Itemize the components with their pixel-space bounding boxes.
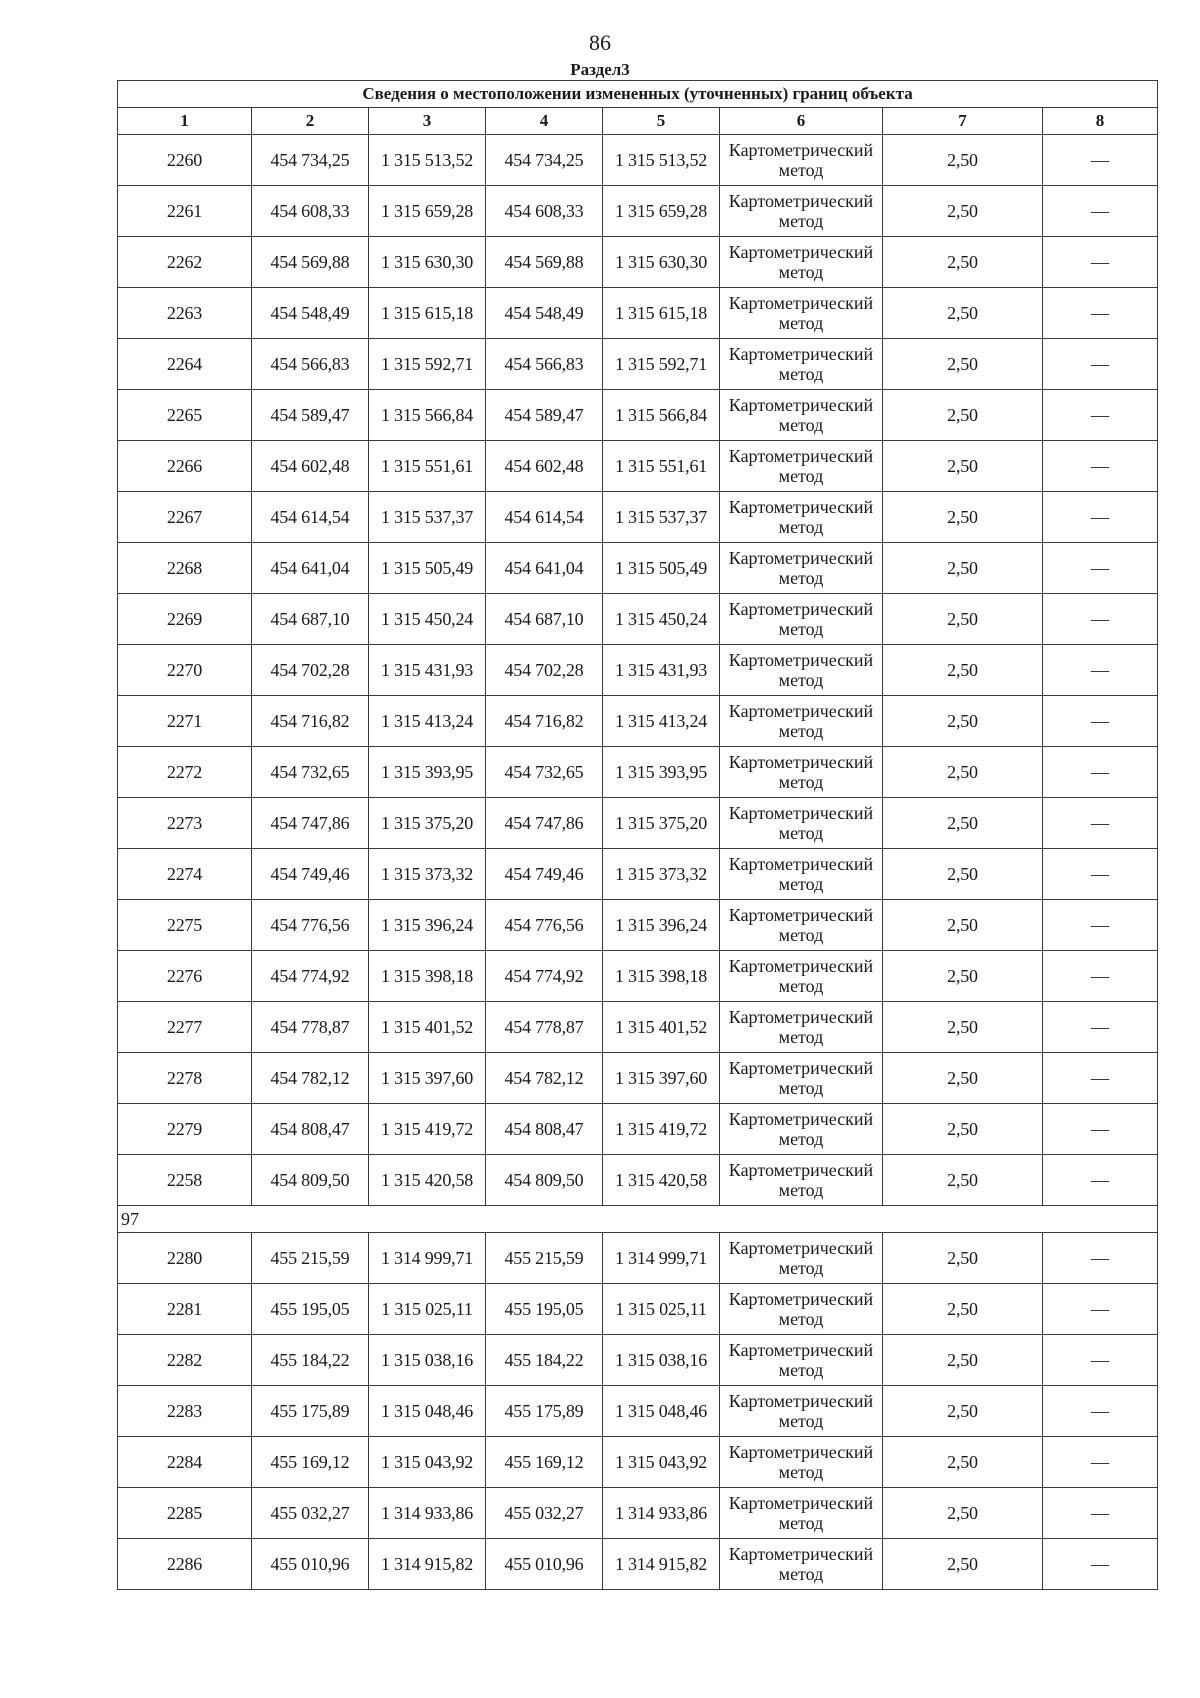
x-old-cell: 454 774,92 — [252, 951, 369, 1002]
table-row — [118, 1233, 1158, 1284]
accuracy-cell: 2,50 — [883, 1233, 1043, 1284]
y-new-cell: 1 315 505,49 — [603, 543, 720, 594]
x-new-cell: 454 687,10 — [486, 594, 603, 645]
x-new-cell: 454 602,48 — [486, 441, 603, 492]
y-new-cell: 1 315 043,92 — [603, 1437, 720, 1488]
accuracy-cell: 2,50 — [883, 1488, 1043, 1539]
x-old-cell: 454 566,83 — [252, 339, 369, 390]
point-number-cell: 2286 — [118, 1539, 252, 1590]
note-cell: — — [1043, 951, 1158, 1002]
y-old-cell: 1 315 420,58 — [369, 1155, 486, 1206]
method-cell: Картометрический метод — [720, 1539, 883, 1590]
boundary-coordinates-table — [117, 80, 1158, 1590]
note-cell: — — [1043, 1539, 1158, 1590]
note-cell: — — [1043, 1437, 1158, 1488]
point-number-cell: 2266 — [118, 441, 252, 492]
y-new-cell: 1 315 419,72 — [603, 1104, 720, 1155]
table-row — [118, 1335, 1158, 1386]
y-old-cell: 1 315 038,16 — [369, 1335, 486, 1386]
y-new-cell: 1 314 999,71 — [603, 1233, 720, 1284]
y-old-cell: 1 315 373,32 — [369, 849, 486, 900]
table-row — [118, 390, 1158, 441]
note-cell: — — [1043, 849, 1158, 900]
accuracy-cell: 2,50 — [883, 594, 1043, 645]
y-new-cell: 1 315 450,24 — [603, 594, 720, 645]
accuracy-cell: 2,50 — [883, 135, 1043, 186]
accuracy-cell: 2,50 — [883, 441, 1043, 492]
accuracy-cell: 2,50 — [883, 645, 1043, 696]
note-cell: — — [1043, 1155, 1158, 1206]
method-cell: Картометрический метод — [720, 339, 883, 390]
y-old-cell: 1 315 398,18 — [369, 951, 486, 1002]
table-caption-row — [118, 81, 1158, 108]
y-new-cell: 1 315 592,71 — [603, 339, 720, 390]
x-new-cell: 454 641,04 — [486, 543, 603, 594]
method-cell: Картометрический метод — [720, 237, 883, 288]
note-cell: — — [1043, 1284, 1158, 1335]
point-number-cell: 2284 — [118, 1437, 252, 1488]
accuracy-cell: 2,50 — [883, 696, 1043, 747]
table-head — [118, 81, 1158, 135]
point-number-cell: 2268 — [118, 543, 252, 594]
point-number-cell: 2274 — [118, 849, 252, 900]
accuracy-cell: 2,50 — [883, 1155, 1043, 1206]
note-cell: — — [1043, 1002, 1158, 1053]
x-old-cell: 454 776,56 — [252, 900, 369, 951]
method-cell: Картометрический метод — [720, 1155, 883, 1206]
accuracy-cell: 2,50 — [883, 339, 1043, 390]
column-header-row — [118, 108, 1158, 135]
accuracy-cell: 2,50 — [883, 900, 1043, 951]
method-cell: Картометрический метод — [720, 543, 883, 594]
x-new-cell: 454 809,50 — [486, 1155, 603, 1206]
point-number-cell: 2264 — [118, 339, 252, 390]
y-old-cell: 1 314 933,86 — [369, 1488, 486, 1539]
accuracy-cell: 2,50 — [883, 1104, 1043, 1155]
note-cell: — — [1043, 1488, 1158, 1539]
y-new-cell: 1 314 933,86 — [603, 1488, 720, 1539]
accuracy-cell: 2,50 — [883, 1539, 1043, 1590]
x-old-cell: 454 734,25 — [252, 135, 369, 186]
table-row — [118, 288, 1158, 339]
accuracy-cell: 2,50 — [883, 237, 1043, 288]
x-old-cell: 454 569,88 — [252, 237, 369, 288]
y-new-cell: 1 315 025,11 — [603, 1284, 720, 1335]
point-number-cell: 2269 — [118, 594, 252, 645]
y-new-cell: 1 315 373,32 — [603, 849, 720, 900]
x-new-cell: 454 774,92 — [486, 951, 603, 1002]
x-old-cell: 455 215,59 — [252, 1233, 369, 1284]
y-old-cell: 1 315 375,20 — [369, 798, 486, 849]
y-new-cell: 1 314 915,82 — [603, 1539, 720, 1590]
method-cell: Картометрический метод — [720, 696, 883, 747]
x-old-cell: 454 548,49 — [252, 288, 369, 339]
note-cell: — — [1043, 900, 1158, 951]
table-row — [118, 747, 1158, 798]
note-cell: — — [1043, 1233, 1158, 1284]
accuracy-cell: 2,50 — [883, 288, 1043, 339]
method-cell: Картометрический метод — [720, 1104, 883, 1155]
method-cell: Картометрический метод — [720, 1386, 883, 1437]
accuracy-cell: 2,50 — [883, 798, 1043, 849]
method-cell: Картометрический метод — [720, 798, 883, 849]
x-new-cell: 455 215,59 — [486, 1233, 603, 1284]
accuracy-cell: 2,50 — [883, 849, 1043, 900]
point-number-cell: 2271 — [118, 696, 252, 747]
table-row — [118, 237, 1158, 288]
method-cell: Картометрический метод — [720, 951, 883, 1002]
x-new-cell: 455 010,96 — [486, 1539, 603, 1590]
table-row — [118, 1488, 1158, 1539]
note-cell: — — [1043, 747, 1158, 798]
y-new-cell: 1 315 659,28 — [603, 186, 720, 237]
table-row — [118, 1386, 1158, 1437]
table-row — [118, 1104, 1158, 1155]
x-old-cell: 454 732,65 — [252, 747, 369, 798]
group-label: 97 — [118, 1206, 1158, 1233]
point-number-cell: 2282 — [118, 1335, 252, 1386]
x-new-cell: 454 614,54 — [486, 492, 603, 543]
note-cell: — — [1043, 594, 1158, 645]
column-header: 2 — [252, 108, 369, 135]
point-number-cell: 2275 — [118, 900, 252, 951]
x-old-cell: 455 032,27 — [252, 1488, 369, 1539]
point-number-cell: 2265 — [118, 390, 252, 441]
y-old-cell: 1 315 397,60 — [369, 1053, 486, 1104]
method-cell: Картометрический метод — [720, 1002, 883, 1053]
method-cell: Картометрический метод — [720, 594, 883, 645]
x-old-cell: 454 589,47 — [252, 390, 369, 441]
note-cell: — — [1043, 441, 1158, 492]
y-new-cell: 1 315 393,95 — [603, 747, 720, 798]
point-number-cell: 2270 — [118, 645, 252, 696]
point-number-cell: 2272 — [118, 747, 252, 798]
note-cell: — — [1043, 339, 1158, 390]
x-new-cell: 455 032,27 — [486, 1488, 603, 1539]
table-row — [118, 594, 1158, 645]
x-old-cell: 455 010,96 — [252, 1539, 369, 1590]
x-new-cell: 454 782,12 — [486, 1053, 603, 1104]
accuracy-cell: 2,50 — [883, 1002, 1043, 1053]
note-cell: — — [1043, 798, 1158, 849]
y-new-cell: 1 315 038,16 — [603, 1335, 720, 1386]
column-header: 6 — [720, 108, 883, 135]
x-new-cell: 454 548,49 — [486, 288, 603, 339]
table-row — [118, 798, 1158, 849]
accuracy-cell: 2,50 — [883, 186, 1043, 237]
y-new-cell: 1 315 420,58 — [603, 1155, 720, 1206]
table-row — [118, 696, 1158, 747]
note-cell: — — [1043, 186, 1158, 237]
page-number: 86 — [589, 30, 611, 55]
point-number-cell: 2283 — [118, 1386, 252, 1437]
y-old-cell: 1 315 513,52 — [369, 135, 486, 186]
column-header: 4 — [486, 108, 603, 135]
x-new-cell: 455 169,12 — [486, 1437, 603, 1488]
y-new-cell: 1 315 413,24 — [603, 696, 720, 747]
x-new-cell: 455 195,05 — [486, 1284, 603, 1335]
point-number-cell: 2279 — [118, 1104, 252, 1155]
accuracy-cell: 2,50 — [883, 1284, 1043, 1335]
x-old-cell: 454 641,04 — [252, 543, 369, 594]
point-number-cell: 2258 — [118, 1155, 252, 1206]
x-old-cell: 454 716,82 — [252, 696, 369, 747]
column-header: 3 — [369, 108, 486, 135]
x-old-cell: 455 169,12 — [252, 1437, 369, 1488]
method-cell: Картометрический метод — [720, 1053, 883, 1104]
y-old-cell: 1 315 025,11 — [369, 1284, 486, 1335]
x-old-cell: 454 782,12 — [252, 1053, 369, 1104]
y-old-cell: 1 315 393,95 — [369, 747, 486, 798]
x-new-cell: 454 732,65 — [486, 747, 603, 798]
x-old-cell: 454 808,47 — [252, 1104, 369, 1155]
method-cell: Картометрический метод — [720, 1284, 883, 1335]
x-new-cell: 455 175,89 — [486, 1386, 603, 1437]
y-old-cell: 1 315 401,52 — [369, 1002, 486, 1053]
y-old-cell: 1 315 566,84 — [369, 390, 486, 441]
table-row — [118, 1002, 1158, 1053]
x-old-cell: 454 608,33 — [252, 186, 369, 237]
accuracy-cell: 2,50 — [883, 492, 1043, 543]
method-cell: Картометрический метод — [720, 1437, 883, 1488]
y-new-cell: 1 315 551,61 — [603, 441, 720, 492]
note-cell: — — [1043, 645, 1158, 696]
accuracy-cell: 2,50 — [883, 747, 1043, 798]
accuracy-cell: 2,50 — [883, 1386, 1043, 1437]
x-new-cell: 454 702,28 — [486, 645, 603, 696]
y-new-cell: 1 315 048,46 — [603, 1386, 720, 1437]
y-old-cell: 1 315 048,46 — [369, 1386, 486, 1437]
x-new-cell: 454 778,87 — [486, 1002, 603, 1053]
table-row — [118, 492, 1158, 543]
table-row — [118, 543, 1158, 594]
point-number-cell: 2285 — [118, 1488, 252, 1539]
method-cell: Картометрический метод — [720, 645, 883, 696]
method-cell: Картометрический метод — [720, 1233, 883, 1284]
y-old-cell: 1 314 915,82 — [369, 1539, 486, 1590]
x-new-cell: 454 749,46 — [486, 849, 603, 900]
y-new-cell: 1 315 537,37 — [603, 492, 720, 543]
x-old-cell: 454 778,87 — [252, 1002, 369, 1053]
y-new-cell: 1 315 630,30 — [603, 237, 720, 288]
group-label-row — [118, 1206, 1158, 1233]
table-row — [118, 1437, 1158, 1488]
y-new-cell: 1 315 398,18 — [603, 951, 720, 1002]
y-new-cell: 1 315 396,24 — [603, 900, 720, 951]
method-cell: Картометрический метод — [720, 747, 883, 798]
point-number-cell: 2280 — [118, 1233, 252, 1284]
table-row — [118, 1539, 1158, 1590]
table-row — [118, 849, 1158, 900]
x-new-cell: 454 747,86 — [486, 798, 603, 849]
x-new-cell: 454 569,88 — [486, 237, 603, 288]
y-old-cell: 1 315 592,71 — [369, 339, 486, 390]
accuracy-cell: 2,50 — [883, 390, 1043, 441]
y-old-cell: 1 315 413,24 — [369, 696, 486, 747]
x-old-cell: 454 687,10 — [252, 594, 369, 645]
point-number-cell: 2277 — [118, 1002, 252, 1053]
point-number-cell: 2281 — [118, 1284, 252, 1335]
note-cell: — — [1043, 237, 1158, 288]
x-new-cell: 454 776,56 — [486, 900, 603, 951]
note-cell: — — [1043, 696, 1158, 747]
accuracy-cell: 2,50 — [883, 543, 1043, 594]
column-header: 1 — [118, 108, 252, 135]
x-old-cell: 454 702,28 — [252, 645, 369, 696]
column-header: 5 — [603, 108, 720, 135]
point-number-cell: 2267 — [118, 492, 252, 543]
method-cell: Картометрический метод — [720, 441, 883, 492]
y-new-cell: 1 315 375,20 — [603, 798, 720, 849]
y-new-cell: 1 315 615,18 — [603, 288, 720, 339]
method-cell: Картометрический метод — [720, 288, 883, 339]
point-number-cell: 2261 — [118, 186, 252, 237]
note-cell: — — [1043, 1104, 1158, 1155]
method-cell: Картометрический метод — [720, 492, 883, 543]
table-row — [118, 441, 1158, 492]
method-cell: Картометрический метод — [720, 1335, 883, 1386]
point-number-cell: 2260 — [118, 135, 252, 186]
section-title: Раздел3 — [570, 60, 630, 79]
point-number-cell: 2278 — [118, 1053, 252, 1104]
method-cell: Картометрический метод — [720, 135, 883, 186]
y-old-cell: 1 315 043,92 — [369, 1437, 486, 1488]
table-row — [118, 339, 1158, 390]
y-old-cell: 1 315 659,28 — [369, 186, 486, 237]
note-cell: — — [1043, 135, 1158, 186]
y-old-cell: 1 314 999,71 — [369, 1233, 486, 1284]
note-cell: — — [1043, 543, 1158, 594]
y-old-cell: 1 315 615,18 — [369, 288, 486, 339]
accuracy-cell: 2,50 — [883, 1053, 1043, 1104]
y-old-cell: 1 315 419,72 — [369, 1104, 486, 1155]
table-row — [118, 900, 1158, 951]
x-old-cell: 455 175,89 — [252, 1386, 369, 1437]
x-new-cell: 454 566,83 — [486, 339, 603, 390]
table-caption: Сведения о местоположении измененных (уточненных) границ объекта — [118, 81, 1158, 108]
method-cell: Картометрический метод — [720, 186, 883, 237]
point-number-cell: 2273 — [118, 798, 252, 849]
y-old-cell: 1 315 450,24 — [369, 594, 486, 645]
point-number-cell: 2262 — [118, 237, 252, 288]
accuracy-cell: 2,50 — [883, 951, 1043, 1002]
note-cell: — — [1043, 390, 1158, 441]
x-old-cell: 454 614,54 — [252, 492, 369, 543]
note-cell: — — [1043, 1335, 1158, 1386]
table-row — [118, 951, 1158, 1002]
y-new-cell: 1 315 566,84 — [603, 390, 720, 441]
x-old-cell: 454 602,48 — [252, 441, 369, 492]
x-new-cell: 454 608,33 — [486, 186, 603, 237]
method-cell: Картометрический метод — [720, 900, 883, 951]
x-new-cell: 454 734,25 — [486, 135, 603, 186]
y-old-cell: 1 315 630,30 — [369, 237, 486, 288]
method-cell: Картометрический метод — [720, 1488, 883, 1539]
point-number-cell: 2263 — [118, 288, 252, 339]
note-cell: — — [1043, 492, 1158, 543]
x-old-cell: 454 747,86 — [252, 798, 369, 849]
y-new-cell: 1 315 513,52 — [603, 135, 720, 186]
x-new-cell: 454 808,47 — [486, 1104, 603, 1155]
column-header: 7 — [883, 108, 1043, 135]
y-old-cell: 1 315 431,93 — [369, 645, 486, 696]
table-row — [118, 135, 1158, 186]
note-cell: — — [1043, 1053, 1158, 1104]
point-number-cell: 2276 — [118, 951, 252, 1002]
table-row — [118, 1053, 1158, 1104]
method-cell: Картометрический метод — [720, 849, 883, 900]
note-cell: — — [1043, 1386, 1158, 1437]
table-row — [118, 1284, 1158, 1335]
x-old-cell: 454 809,50 — [252, 1155, 369, 1206]
y-old-cell: 1 315 505,49 — [369, 543, 486, 594]
y-old-cell: 1 315 537,37 — [369, 492, 486, 543]
accuracy-cell: 2,50 — [883, 1335, 1043, 1386]
x-new-cell: 454 716,82 — [486, 696, 603, 747]
table-row — [118, 645, 1158, 696]
x-new-cell: 455 184,22 — [486, 1335, 603, 1386]
y-new-cell: 1 315 401,52 — [603, 1002, 720, 1053]
table-row — [118, 186, 1158, 237]
accuracy-cell: 2,50 — [883, 1437, 1043, 1488]
x-new-cell: 454 589,47 — [486, 390, 603, 441]
table-body — [118, 135, 1158, 1590]
x-old-cell: 455 195,05 — [252, 1284, 369, 1335]
method-cell: Картометрический метод — [720, 390, 883, 441]
column-header: 8 — [1043, 108, 1158, 135]
y-new-cell: 1 315 397,60 — [603, 1053, 720, 1104]
y-new-cell: 1 315 431,93 — [603, 645, 720, 696]
x-old-cell: 454 749,46 — [252, 849, 369, 900]
table-row — [118, 1155, 1158, 1206]
x-old-cell: 455 184,22 — [252, 1335, 369, 1386]
y-old-cell: 1 315 551,61 — [369, 441, 486, 492]
y-old-cell: 1 315 396,24 — [369, 900, 486, 951]
note-cell: — — [1043, 288, 1158, 339]
